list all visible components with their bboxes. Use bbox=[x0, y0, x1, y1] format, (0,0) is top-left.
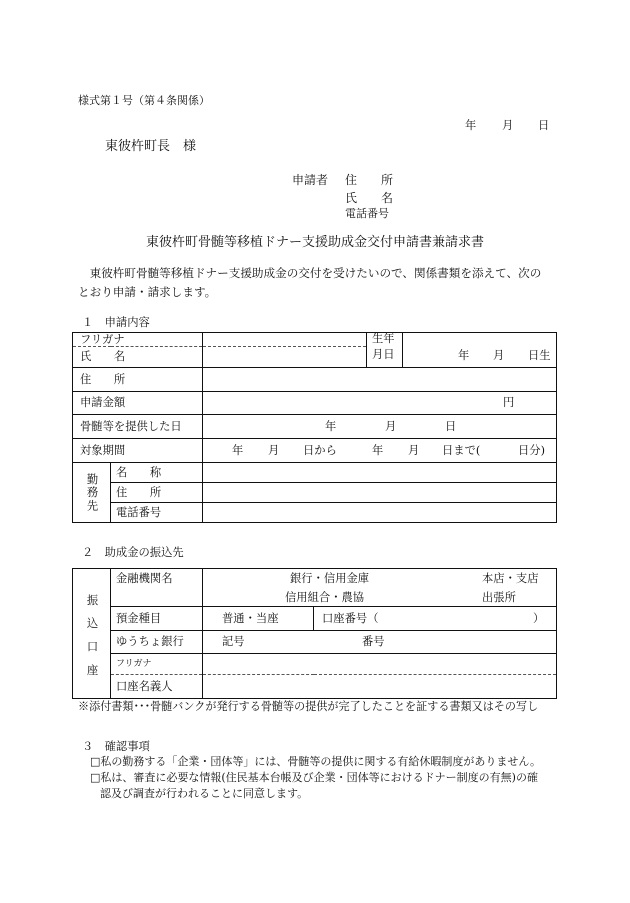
form-number: 様式第１号（第４条関係） bbox=[78, 94, 210, 107]
workplace-phone-field bbox=[203, 503, 557, 523]
applicant-address-label: 住 所 bbox=[345, 173, 394, 187]
transfer-account-side-cell bbox=[73, 569, 111, 699]
branch-type-options-line-1: 本店・支店 bbox=[482, 572, 539, 585]
yucho-bank-label: ゆうちょ銀行 bbox=[111, 631, 203, 654]
period-field bbox=[203, 439, 557, 463]
donation-date-field bbox=[203, 415, 557, 439]
workplace-address-label: 住 所 bbox=[111, 483, 203, 503]
intro-line-2: とおり申請・請求します。 bbox=[78, 285, 217, 299]
account-holder-furigana-field bbox=[203, 654, 557, 675]
applicant-address-field bbox=[203, 368, 557, 392]
amount-label: 申請金額 bbox=[73, 392, 203, 415]
address-label: 住 所 bbox=[73, 368, 203, 392]
account-holder-furigana-label: フリガナ bbox=[111, 654, 203, 675]
confirmation-item-1: □私の勤務する「企業・団体等」には、骨髄等の提供に関する有給休暇制度がありません。 bbox=[90, 755, 542, 768]
bank-type-options-line-2: 信用組合・農協 bbox=[285, 591, 365, 604]
workplace-label: 勤務先 bbox=[85, 472, 99, 513]
period-from-year-unit: 年 bbox=[232, 443, 244, 457]
birth-date-field bbox=[403, 333, 557, 368]
period-from-month-unit: 月 bbox=[268, 443, 280, 457]
branch-type-options-line-2: 出張所 bbox=[482, 591, 516, 604]
donation-date-label: 骨髄等を提供した日 bbox=[73, 415, 203, 439]
applicant-name-label: 氏 名 bbox=[345, 191, 394, 205]
account-number-close-paren: ） bbox=[533, 611, 545, 625]
period-to-month-unit: 月 bbox=[408, 443, 420, 457]
donation-year-unit: 年 bbox=[325, 419, 337, 433]
applicant-phone-label: 電話番号 bbox=[345, 207, 389, 220]
section-2-heading: ２ 助成金の振込先 bbox=[82, 546, 184, 559]
deposit-type-label: 預金種目 bbox=[111, 607, 203, 631]
birth-date-label-line-1: 生年 bbox=[372, 332, 395, 345]
donation-month-unit: 月 bbox=[385, 419, 397, 433]
yucho-symbol-label: 記号 bbox=[222, 635, 245, 648]
workplace-name-field bbox=[203, 463, 557, 483]
section-3-heading: ３ 確認事項 bbox=[82, 740, 150, 753]
period-from-day-unit: 日から bbox=[303, 443, 337, 457]
applicant-name-field bbox=[203, 347, 367, 368]
section-1-heading: １ 申請内容 bbox=[82, 316, 150, 329]
amount-unit: 円 bbox=[503, 396, 515, 409]
date-day-label: 日 bbox=[538, 119, 550, 132]
deposit-type-options: 普通・当座 bbox=[203, 607, 314, 631]
period-to-year-unit: 年 bbox=[372, 443, 384, 457]
document-title: 東彼杵町骨髄等移植ドナー支援助成金交付申請書兼請求書 bbox=[145, 235, 484, 250]
workplace-name-label: 名 称 bbox=[111, 463, 203, 483]
bank-name-field bbox=[203, 569, 557, 607]
application-details-table bbox=[72, 332, 557, 523]
period-days-unit: 日分) bbox=[518, 443, 546, 457]
applicant-furigana-field bbox=[203, 333, 367, 347]
transfer-account-side-label: 振込口座 bbox=[85, 593, 99, 688]
date-year-label: 年 bbox=[465, 119, 477, 132]
donation-day-unit: 日 bbox=[445, 419, 457, 433]
confirmation-item-2-line-1: □私は、審査に必要な情報(住民基本台帳及び企業・団体等におけるドナー制度の有無)の確 bbox=[90, 771, 538, 784]
attachment-note: ※添付書類･･･骨髄バンクが発行する骨髄等の提供が完了したことを証する書類又はその写し bbox=[78, 700, 539, 713]
workplace-address-field bbox=[203, 483, 557, 503]
birth-day-unit: 日生 bbox=[528, 349, 551, 362]
birth-date-label-cell bbox=[367, 333, 403, 368]
furigana-label: フリガナ bbox=[73, 333, 203, 347]
period-to-day-unit: 日まで( bbox=[442, 443, 481, 457]
bank-name-label: 金融機関名 bbox=[111, 569, 203, 607]
account-holder-field bbox=[203, 675, 557, 699]
account-number-field bbox=[314, 607, 557, 631]
confirmation-item-2-line-2: 認及び調査が行われることに同意します。 bbox=[100, 787, 309, 800]
yucho-number-label: 番号 bbox=[362, 635, 385, 648]
account-holder-label: 口座名義人 bbox=[111, 675, 203, 699]
applicant-label: 申請者 bbox=[292, 173, 329, 187]
account-number-label: 口座番号（ bbox=[322, 611, 379, 625]
birth-year-unit: 年 bbox=[458, 349, 470, 362]
birth-month-unit: 月 bbox=[493, 349, 505, 362]
intro-line-1: 東彼杵町骨髄等移植ドナー支援助成金の交付を受けたいので、関係書類を添えて、次の bbox=[78, 266, 542, 280]
date-month-label: 月 bbox=[502, 119, 514, 132]
addressee: 東彼杵町長 様 bbox=[105, 139, 197, 154]
name-label: 氏 名 bbox=[73, 347, 203, 368]
period-label: 対象期間 bbox=[73, 439, 203, 463]
workplace-phone-label: 電話番号 bbox=[111, 503, 203, 523]
birth-date-label-line-2: 月日 bbox=[372, 348, 395, 361]
bank-type-options-line-1: 銀行・信用金庫 bbox=[290, 572, 370, 585]
workplace-label-cell bbox=[73, 463, 111, 523]
amount-field bbox=[203, 392, 557, 415]
transfer-account-table bbox=[72, 568, 557, 699]
yucho-bank-field bbox=[203, 631, 557, 654]
